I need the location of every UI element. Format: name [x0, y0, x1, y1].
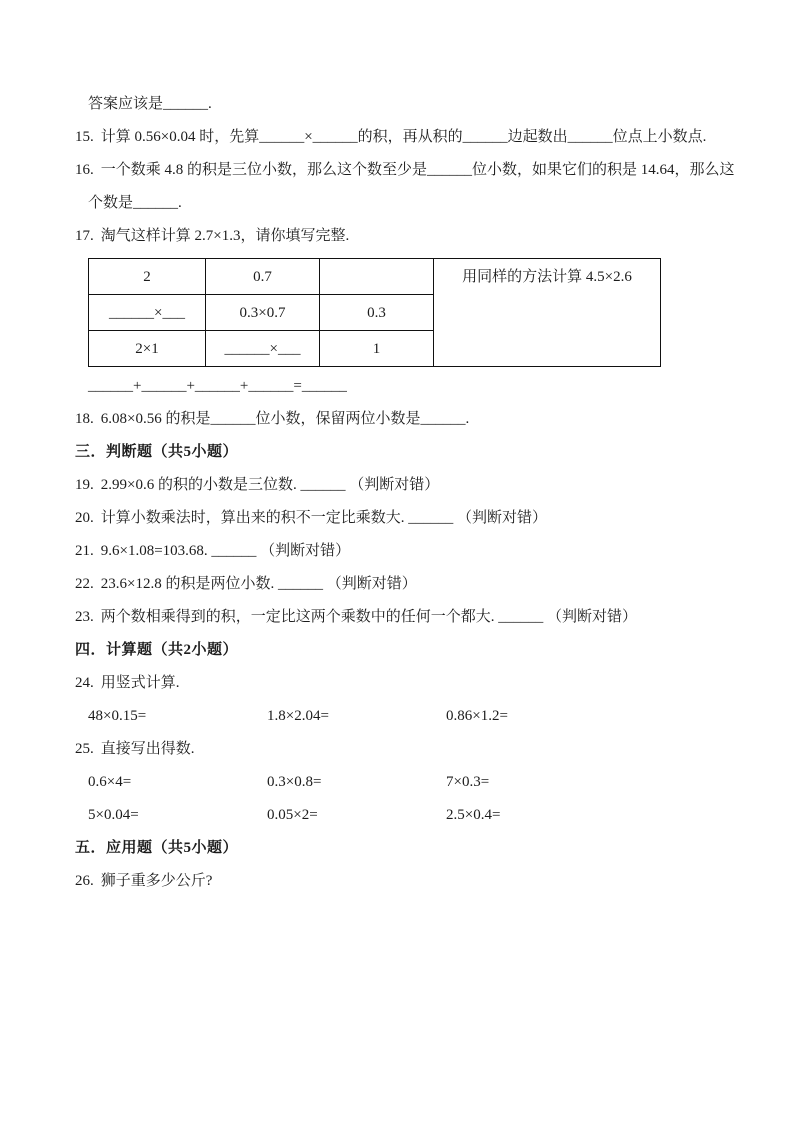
q24-expression-row — [75, 700, 737, 733]
table-cell: 2×1 — [89, 331, 206, 367]
question-number: 17. — [75, 228, 94, 244]
question-18 — [75, 403, 737, 436]
q17-decomposition-table — [88, 258, 661, 367]
question-20 — [75, 502, 737, 535]
table-cell: ______×___ — [89, 295, 206, 331]
q25-expression-row-1 — [75, 766, 737, 799]
question-text: 两个数相乘得到的积，一定比这两个乘数中的任何一个都大. ______ （判断对错） — [100, 609, 638, 625]
expression: 48×0.15= — [88, 708, 147, 724]
question-number: 23. — [75, 609, 94, 625]
expression: 0.86×1.2= — [446, 708, 508, 724]
question-26 — [75, 865, 737, 898]
expression: 0.05×2= — [267, 807, 318, 823]
question-text: 狮子重多少公斤? — [100, 873, 213, 889]
question-number: 15. — [75, 129, 94, 145]
question-number: 18. — [75, 411, 94, 427]
question-22 — [75, 568, 737, 601]
question-number: 26. — [75, 873, 94, 889]
question-number: 24. — [75, 675, 94, 691]
expression: 7×0.3= — [446, 774, 490, 790]
table-cell: ______×___ — [206, 331, 320, 367]
q17-sum-line — [75, 370, 737, 403]
question-number: 22. — [75, 576, 94, 592]
question-16 — [75, 154, 737, 220]
expression: 0.6×4= — [88, 774, 132, 790]
question-25 — [75, 733, 737, 766]
question-text: 6.08×0.56 的积是______位小数，保留两位小数是______. — [100, 411, 470, 427]
question-number: 21. — [75, 543, 94, 559]
question-24 — [75, 667, 737, 700]
question-text: 计算 0.56×0.04 时，先算______×______的积，再从积的______边起数出______位点上小数点. — [100, 129, 707, 145]
table-cell: 2 — [89, 259, 206, 295]
question-17 — [75, 220, 737, 253]
question-15 — [75, 121, 737, 154]
expression: 5×0.04= — [88, 807, 139, 823]
table-cell: 0.3×0.7 — [206, 295, 320, 331]
question-text: 23.6×12.8 的积是两位小数. ______ （判断对错） — [100, 576, 417, 592]
question-text: 9.6×1.08=103.68. ______ （判断对错） — [100, 543, 351, 559]
table-cell: 0.3 — [320, 295, 434, 331]
question-21 — [75, 535, 737, 568]
question-19 — [75, 469, 737, 502]
table-cell: 1 — [320, 331, 434, 367]
question-number: 20. — [75, 510, 94, 526]
question-text: 一个数乘 4.8 的积是三位小数，那么这个数至少是______位小数，如果它们的积是 14.64，那么这个数是______. — [88, 162, 735, 211]
question-text: 直接写出得数. — [100, 741, 195, 757]
question-text: 用竖式计算. — [100, 675, 180, 691]
table-cell — [320, 259, 434, 295]
answer-fill-line — [75, 88, 737, 121]
table-row — [89, 259, 661, 295]
q25-expression-row-2 — [75, 799, 737, 832]
question-number: 16. — [75, 162, 94, 178]
section-heading-judgment: 三．判断题（共5小题） — [75, 444, 239, 460]
table-side-note: 用同样的方法计算 4.5×2.6 — [434, 259, 661, 367]
question-text: 2.99×0.6 的积的小数是三位数. ______ （判断对错） — [100, 477, 440, 493]
question-number: 25. — [75, 741, 94, 757]
sum-line-text: ______+______+______+______=______ — [88, 378, 347, 394]
question-text: 淘气这样计算 2.7×1.3，请你填写完整. — [100, 228, 350, 244]
expression: 1.8×2.04= — [267, 708, 329, 724]
question-text: 计算小数乘法时，算出来的积不一定比乘数大. ______ （判断对错） — [100, 510, 548, 526]
expression: 0.3×0.8= — [267, 774, 322, 790]
question-23 — [75, 601, 737, 634]
section-heading-application: 五．应用题（共5小题） — [75, 840, 239, 856]
section-heading-calculation: 四．计算题（共2小题） — [75, 642, 239, 658]
expression: 2.5×0.4= — [446, 807, 501, 823]
question-number: 19. — [75, 477, 94, 493]
fill-text: 答案应该是______. — [88, 96, 212, 112]
table-cell: 0.7 — [206, 259, 320, 295]
